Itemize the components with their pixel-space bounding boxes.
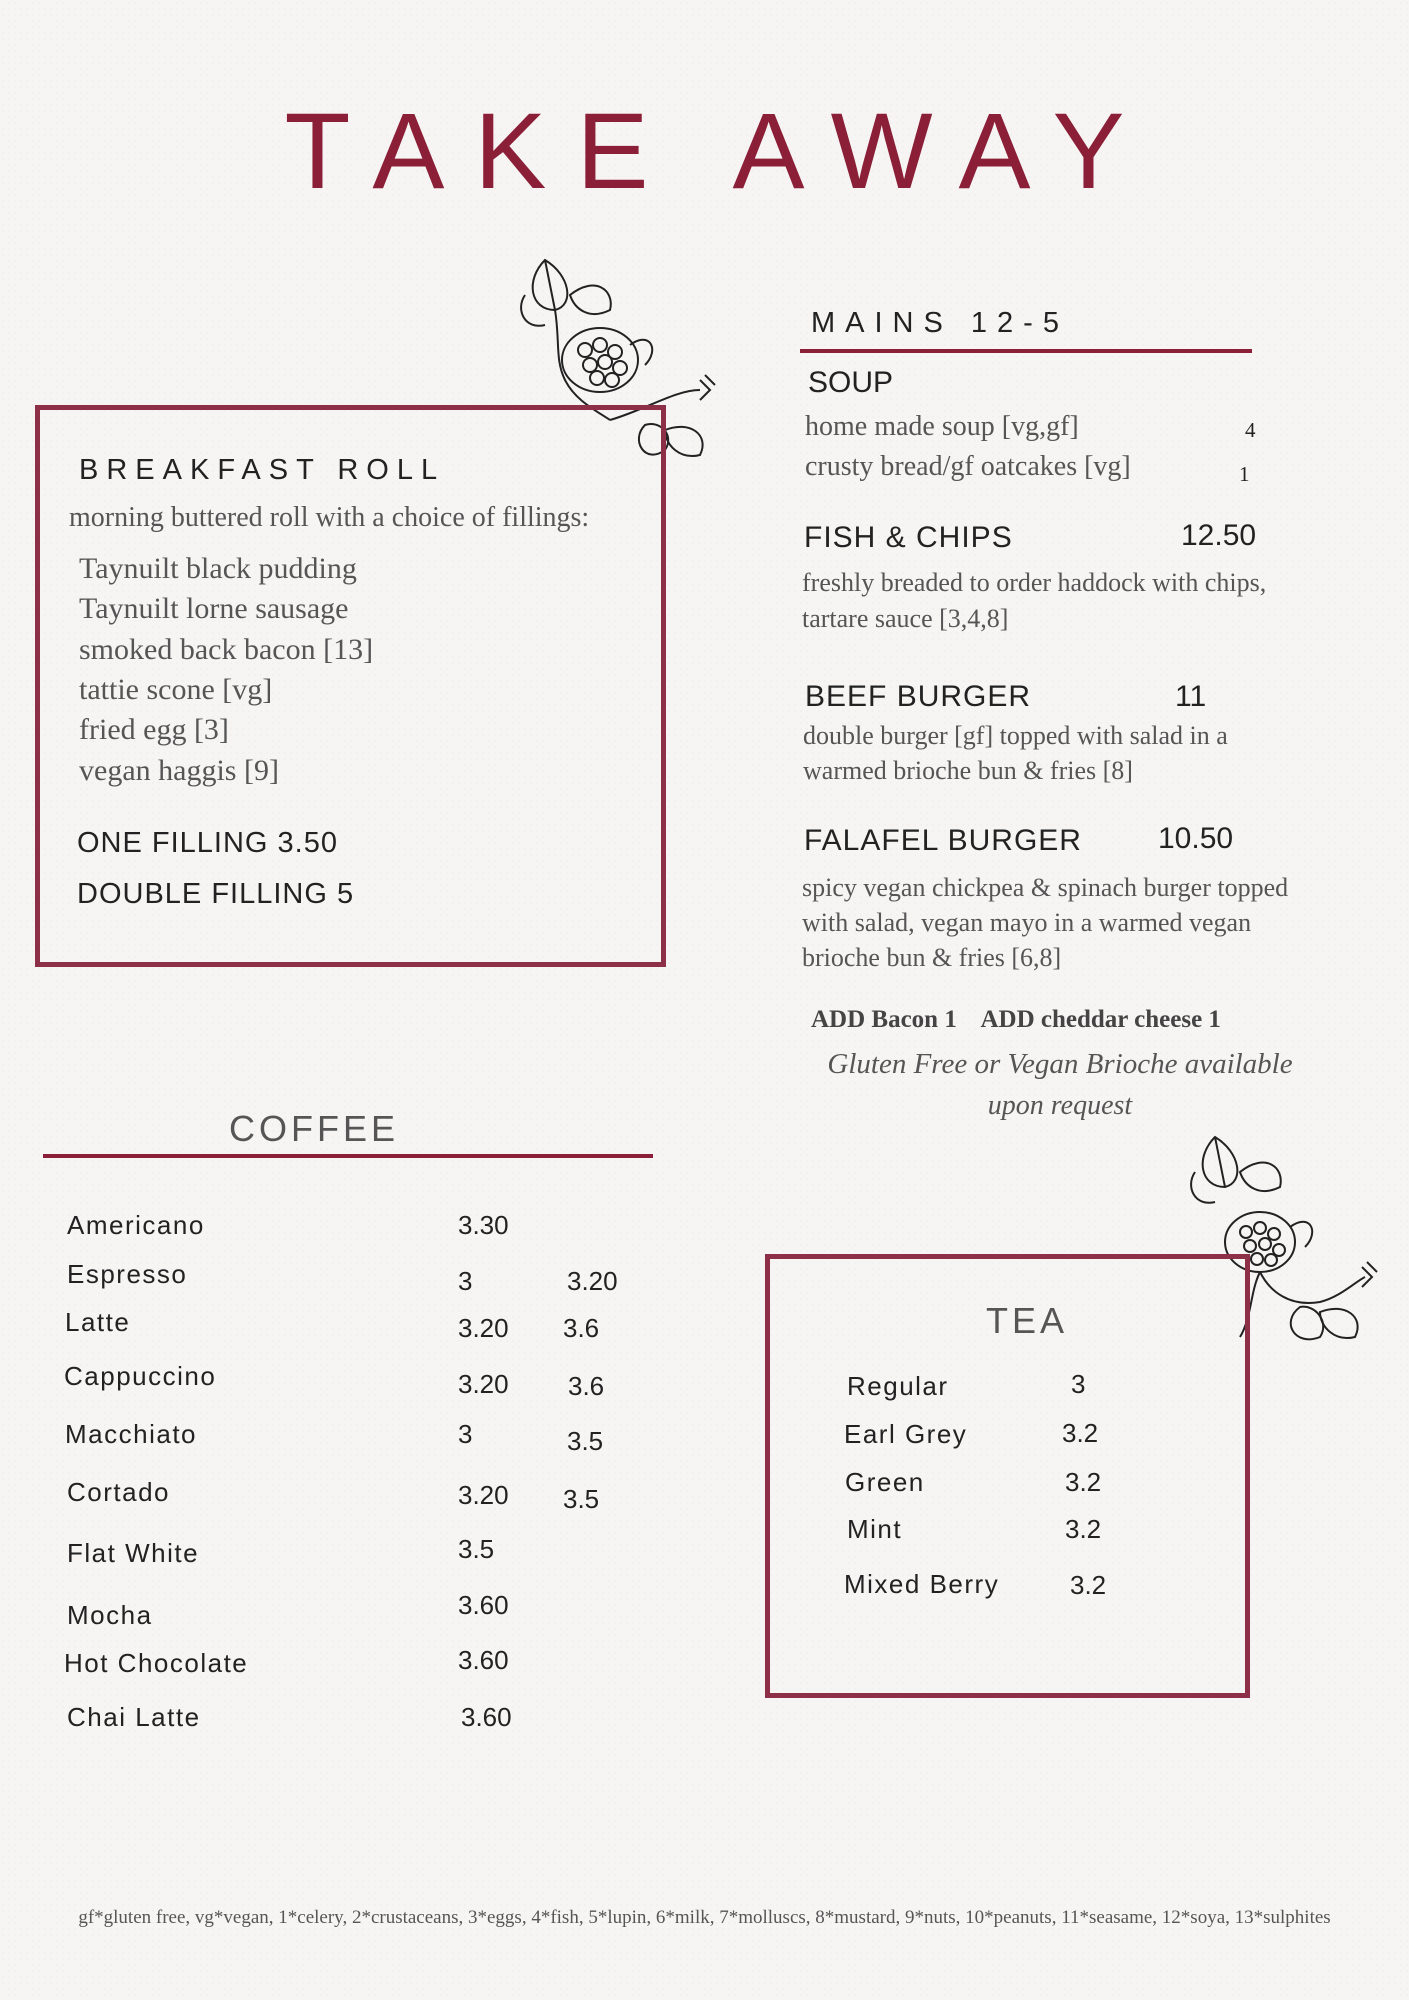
falafel-burger-desc: spicy vegan chickpea & spinach burger topped — [802, 873, 1289, 902]
one-filling-price: ONE FILLING 3.50 — [77, 827, 338, 859]
beef-burger-desc: double burger [gf] topped with salad in a — [803, 721, 1228, 750]
tea-price: 3 — [1071, 1369, 1086, 1399]
tea-name: Mint — [847, 1514, 903, 1544]
coffee-price-large: 3.20 — [567, 1266, 618, 1296]
fish-chips-name: FISH & CHIPS — [804, 521, 1013, 554]
coffee-heading: COFFEE — [229, 1108, 400, 1149]
tea-name: Mixed Berry — [844, 1569, 1000, 1599]
falafel-burger-desc: with salad, vegan mayo in a warmed vegan — [802, 908, 1252, 937]
falafel-burger-name: FALAFEL BURGER — [804, 824, 1082, 857]
coffee-name: Macchiato — [65, 1419, 197, 1449]
coffee-price: 3 — [458, 1419, 473, 1449]
breakfast-heading: BREAKFAST ROLL — [79, 454, 446, 486]
tea-price: 3.2 — [1065, 1514, 1102, 1544]
falafel-burger-price: 10.50 — [1158, 822, 1234, 855]
breakfast-filling: vegan haggis [9] — [79, 754, 279, 787]
coffee-rule — [43, 1154, 653, 1158]
fish-chips-desc: tartare sauce [3,4,8] — [802, 604, 1009, 633]
brioche-note: upon request — [987, 1090, 1133, 1121]
tea-name: Green — [845, 1467, 925, 1497]
coffee-price-large: 3.6 — [563, 1313, 600, 1343]
coffee-price: 3.60 — [458, 1645, 509, 1675]
beef-burger-name: BEEF BURGER — [805, 680, 1032, 713]
coffee-price: 3.60 — [458, 1590, 509, 1620]
fish-chips-desc: freshly breaded to order haddock with chips, — [802, 568, 1267, 597]
coffee-price: 3.5 — [458, 1534, 495, 1564]
double-filling-price: DOUBLE FILLING 5 — [77, 878, 355, 910]
soup-heading: SOUP — [808, 366, 894, 399]
coffee-price-large: 3.6 — [568, 1371, 605, 1401]
fish-chips-price: 12.50 — [1181, 519, 1257, 552]
tea-price: 3.2 — [1062, 1418, 1099, 1448]
brioche-note: Gluten Free or Vegan Brioche available — [827, 1048, 1293, 1080]
coffee-price: 3.20 — [458, 1480, 509, 1510]
coffee-price: 3.20 — [458, 1369, 509, 1399]
tea-name: Regular — [847, 1371, 949, 1401]
bread-price: 1 — [1239, 462, 1250, 486]
beef-burger-price: 11 — [1175, 680, 1207, 713]
breakfast-filling: tattie scone [vg] — [79, 673, 273, 706]
coffee-price-large: 3.5 — [563, 1484, 600, 1514]
breakfast-intro: morning buttered roll with a choice of fillings: — [69, 502, 590, 533]
coffee-price: 3 — [458, 1266, 473, 1296]
allergen-key: gf*gluten free, vg*vegan, 1*celery, 2*crustaceans, 3*eggs, 4*fish, 5*lupin, 6*milk, 7*molluscs, 8*mustard, 9*nuts, 10*peanuts, 11*seasame, 12*soya, 13*sulphites — [78, 1907, 1331, 1928]
coffee-name: Americano — [67, 1210, 205, 1240]
bread-item: crusty bread/gf oatcakes [vg] — [805, 451, 1131, 482]
coffee-name: Chai Latte — [67, 1702, 201, 1732]
mains-rule — [800, 349, 1252, 353]
coffee-name: Mocha — [67, 1600, 153, 1630]
breakfast-filling: Taynuilt black pudding — [79, 552, 357, 585]
breakfast-filling: fried egg [3] — [79, 713, 229, 746]
breakfast-filling: smoked back bacon [13] — [79, 633, 374, 666]
coffee-name: Espresso — [67, 1259, 188, 1289]
coffee-name: Cortado — [67, 1477, 170, 1507]
breakfast-filling: Taynuilt lorne sausage — [79, 592, 349, 625]
addons: ADD Bacon 1 ADD cheddar cheese 1 — [811, 1006, 1221, 1033]
beef-burger-desc: warmed brioche bun & fries [8] — [803, 756, 1133, 785]
coffee-name: Hot Chocolate — [64, 1648, 249, 1678]
coffee-name: Flat White — [67, 1538, 200, 1568]
soup-item: home made soup [vg,gf] — [805, 411, 1079, 442]
page-title: TAKE AWAY — [284, 90, 1155, 211]
falafel-burger-desc: brioche bun & fries [6,8] — [802, 943, 1062, 972]
tea-price: 3.2 — [1065, 1467, 1102, 1497]
coffee-price: 3.60 — [461, 1702, 512, 1732]
coffee-name: Latte — [65, 1307, 131, 1337]
soup-price: 4 — [1245, 418, 1256, 442]
coffee-price-large: 3.5 — [567, 1426, 604, 1456]
tea-name: Earl Grey — [844, 1419, 968, 1449]
mains-heading: MAINS 12-5 — [811, 307, 1069, 339]
coffee-name: Cappuccino — [64, 1361, 217, 1391]
coffee-price: 3.20 — [458, 1313, 509, 1343]
tea-heading: TEA — [986, 1300, 1069, 1341]
tea-price: 3.2 — [1070, 1570, 1107, 1600]
coffee-price: 3.30 — [458, 1210, 509, 1240]
